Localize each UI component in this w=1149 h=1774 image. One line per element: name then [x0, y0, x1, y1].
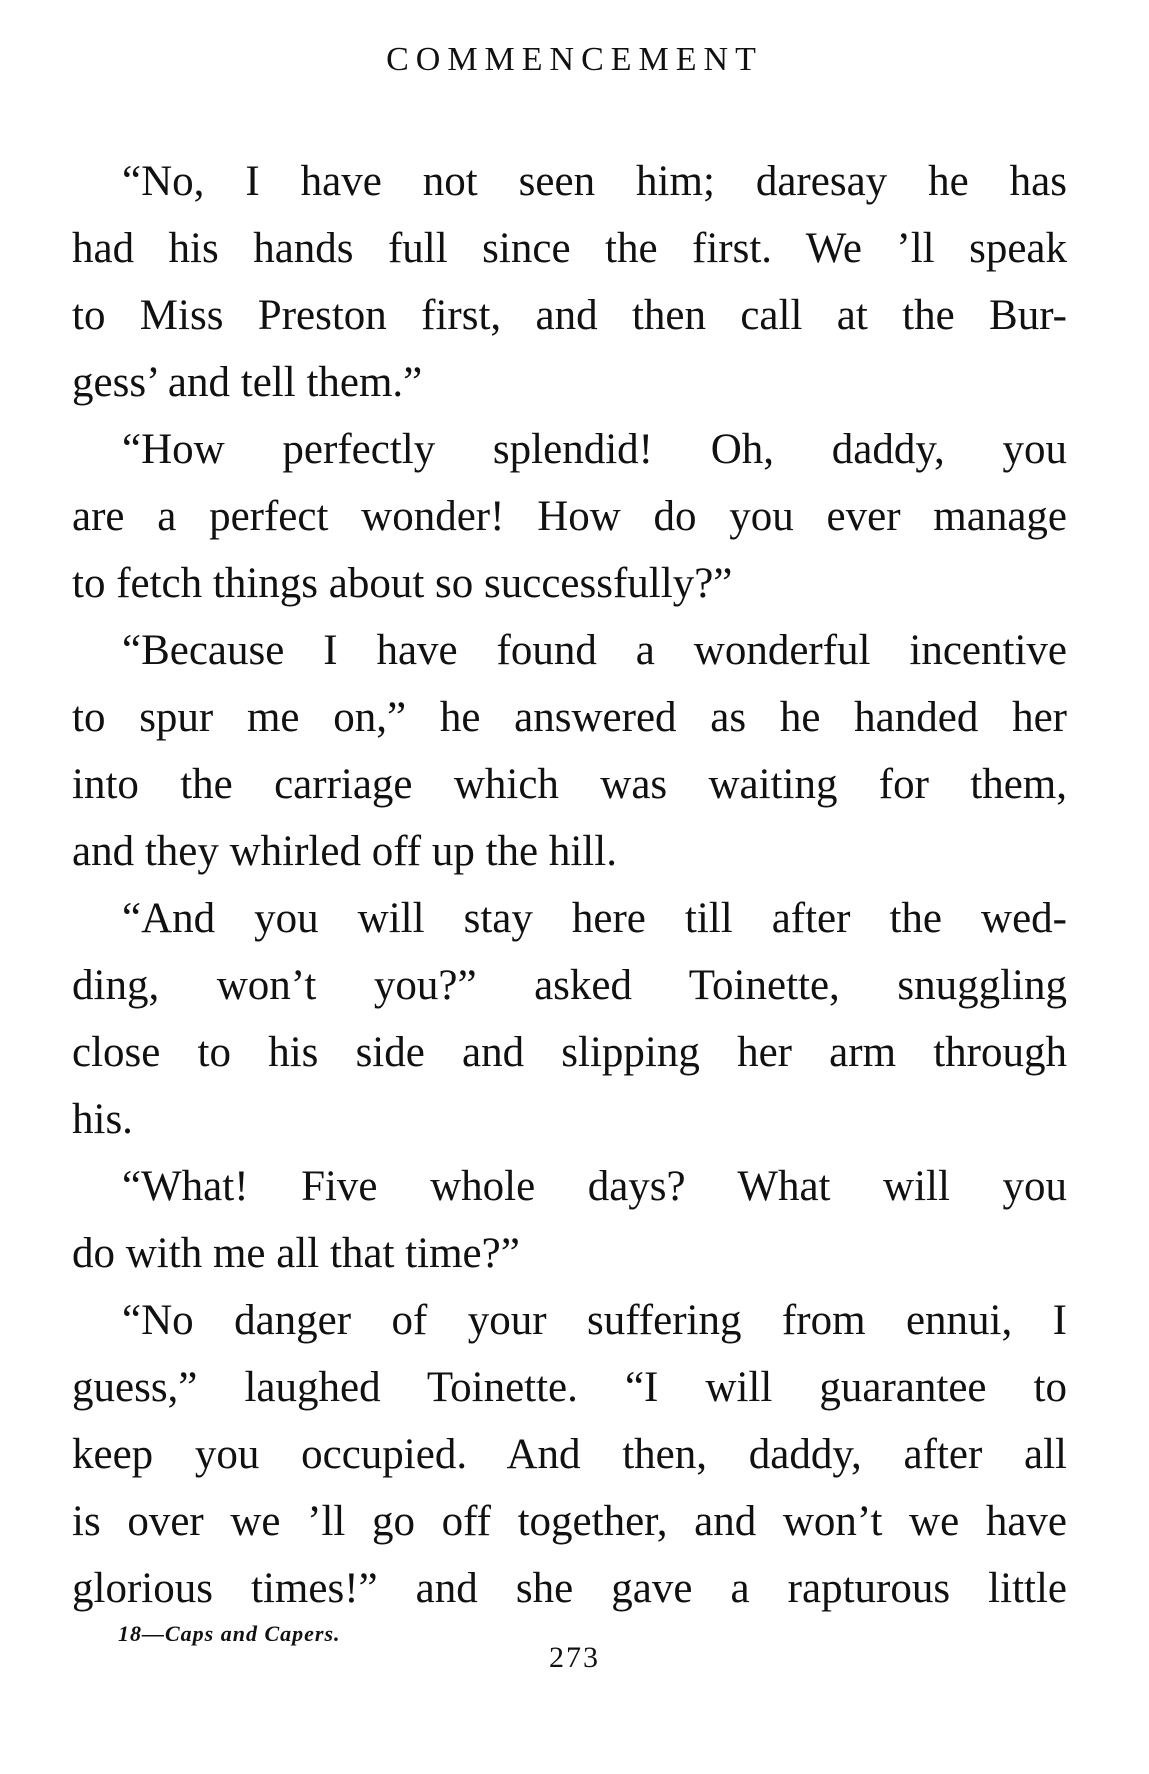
- text-line: “No, I have not seen him; daresay he has: [122, 158, 1067, 205]
- text-line: into the carriage which was waiting for them,: [72, 761, 1067, 808]
- text-line: to Miss Preston first, and then call at the Bur-: [72, 292, 1067, 339]
- printer-signature: 18—Caps and Capers.: [118, 1621, 341, 1646]
- running-head: COMMENCEMENT: [386, 41, 763, 78]
- text-line: close to his side and slipping her arm through: [72, 1029, 1067, 1076]
- text-line: guess,” laughed Toinette. “I will guarantee to: [72, 1364, 1067, 1411]
- text-line: “Because I have found a wonderful incentive: [122, 627, 1067, 674]
- text-line: “And you will stay here till after the wed-: [122, 895, 1067, 942]
- text-line: keep you occupied. And then, daddy, after all: [72, 1431, 1067, 1478]
- text-line: “How perfectly splendid! Oh, daddy, you: [122, 426, 1067, 473]
- page-number: 273: [549, 1641, 600, 1674]
- text-line: ding, won’t you?” asked Toinette, snuggling: [72, 962, 1067, 1009]
- body-text: [72, 148, 1067, 1622]
- text-line: “What! Five whole days? What will you: [122, 1163, 1067, 1210]
- text-line: “No danger of your suffering from ennui, I: [122, 1297, 1067, 1344]
- text-line: are a perfect wonder! How do you ever manage: [72, 493, 1067, 540]
- text-line: to spur me on,” he answered as he handed her: [72, 694, 1067, 741]
- text-line: and they whirled off up the hill.: [72, 828, 617, 875]
- text-line: do with me all that time?”: [72, 1230, 520, 1277]
- text-line: is over we ’ll go off together, and won’t we have: [72, 1498, 1067, 1545]
- text-line: glorious times!” and she gave a rapturous little: [72, 1565, 1067, 1612]
- text-line: his.: [72, 1096, 133, 1143]
- text-line: had his hands full since the first. We ’ll speak: [72, 225, 1067, 272]
- text-line: gess’ and tell them.”: [72, 359, 423, 406]
- text-line: to fetch things about so successfully?”: [72, 560, 733, 607]
